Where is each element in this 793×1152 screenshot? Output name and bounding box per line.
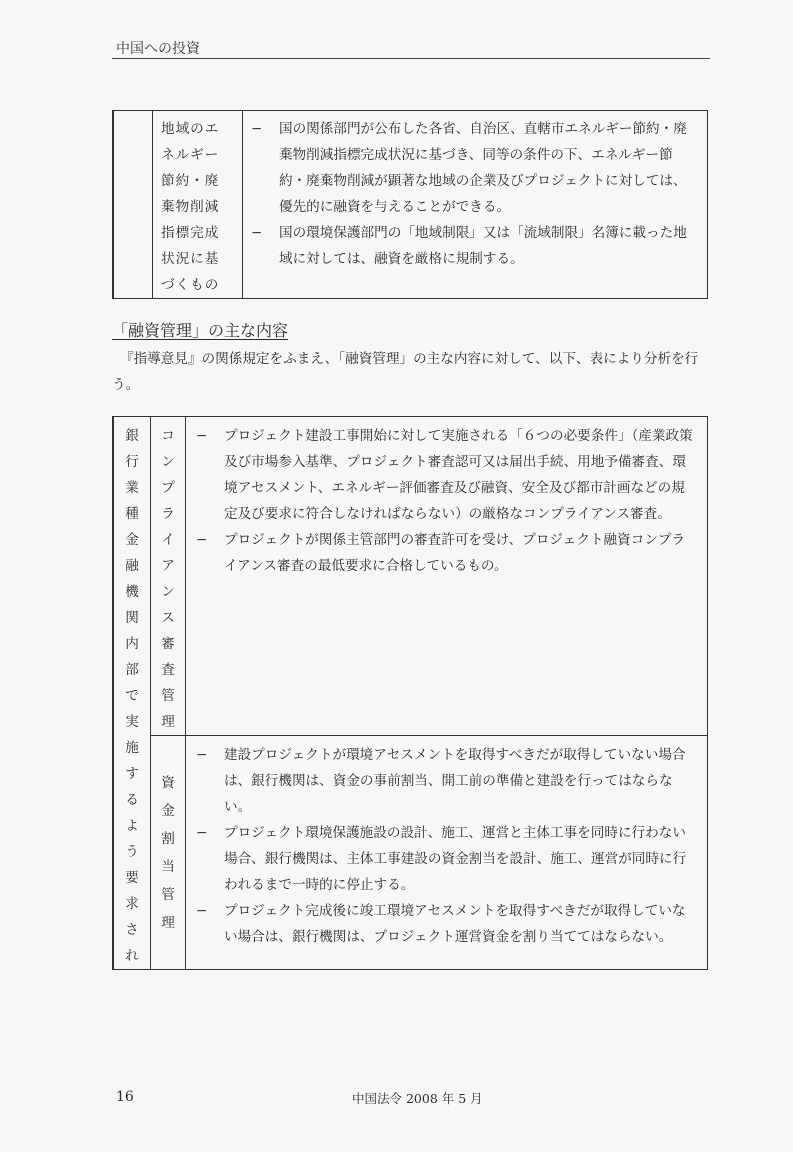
compliance-review-label-cell — [151, 417, 186, 736]
list-item — [196, 742, 697, 820]
region-description-cell — [243, 111, 708, 299]
item-text: プロジェクトが関係主管部門の審査許可を受け、プロジェクト融資コンプライアンス審査の最低要求に合格しているもの。 — [224, 532, 686, 574]
list-item — [196, 423, 697, 527]
section-heading: 「融資管理」の主な内容 — [112, 321, 289, 340]
label-char: 査 — [161, 662, 175, 678]
label-char: 部 — [125, 662, 139, 678]
label-char: 業 — [125, 480, 139, 496]
item-text: 建設プロジェクトが環境アセスメントを取得すべきだが取得していない場合は、銀行機関は、資金の事前割当、開工前の準備と建設を行ってはならない。 — [224, 747, 686, 815]
label-char: 行 — [125, 454, 139, 470]
vertical-label — [151, 423, 185, 735]
label-char: 実 — [125, 714, 139, 730]
compliance-review-content-cell — [186, 417, 708, 736]
list-item — [196, 527, 697, 579]
region-label-cell — [153, 111, 243, 299]
label-char: ン — [161, 584, 175, 600]
label-char: ラ — [161, 506, 175, 522]
fund-allocation-content-cell — [186, 736, 708, 970]
label-char: 資 — [161, 774, 175, 791]
region-line: 指標完成 — [161, 225, 220, 241]
label-char: 理 — [161, 714, 175, 730]
running-header: 中国への投資 — [116, 41, 200, 57]
label-char: 管 — [161, 688, 175, 704]
label-char: う — [125, 844, 139, 860]
label-char: す — [125, 766, 139, 782]
label-char: 施 — [125, 740, 139, 756]
page-number: 16 — [116, 1089, 134, 1105]
label-char: 求 — [125, 896, 139, 912]
label-char: 管 — [161, 886, 175, 903]
label-char: 種 — [125, 506, 139, 522]
region-line: 状況に基 — [161, 251, 220, 267]
label-char: よ — [125, 818, 139, 834]
list-item — [251, 220, 695, 272]
intro-paragraph: 『指導意見』の関係規定をふまえ、「融資管理」の主な内容に対して、以下、表により分析を行う。 — [112, 351, 699, 393]
bank-requirement-cell — [113, 417, 151, 970]
label-char: コ — [161, 428, 175, 444]
fund-allocation-label-cell — [151, 736, 186, 970]
label-char: 内 — [125, 636, 139, 652]
label-char: 当 — [161, 858, 175, 875]
label-char: イ — [161, 532, 175, 548]
dash-marker: − — [196, 532, 208, 548]
item-text: 国の関係部門が公布した各省、自治区、直轄市エネルギー節約・廃棄物削減指標完成状況に基づき、同等の条件の下、エネルギー節約・廃棄物削減が顕著な地域の企業及びプロジェクトに対しては、優先的に融資を与えることができる。 — [279, 121, 687, 215]
dash-marker: − — [196, 747, 208, 763]
label-char: プ — [161, 480, 175, 496]
dash-marker: − — [251, 225, 263, 241]
label-char: ア — [161, 558, 175, 574]
region-line: づくもの — [161, 277, 220, 293]
label-char: 審 — [161, 636, 175, 652]
label-char: 融 — [125, 558, 139, 574]
label-char: 銀 — [125, 428, 139, 444]
list-item — [251, 116, 695, 220]
label-char: ン — [161, 454, 175, 470]
item-text: プロジェクト完成後に竣工環境アセスメントを取得すべきだが取得していない場合は、銀行機関は、プロジェクト運営資金を割り当ててはならない。 — [224, 903, 686, 945]
region-line: 節約・廃 — [161, 173, 220, 189]
item-text: プロジェクト環境保護施設の設計、施工、運営と主体工事を同時に行わない場合、銀行機関は、主体工事建設の資金割当を設計、施工、運営が同時に行われるまで一時的に停止する。 — [224, 825, 687, 893]
dash-marker: − — [196, 428, 208, 444]
item-text: プロジェクト建設工事開始に対して実施される「６つの必要条件」（産業政策及び市場参入基準、プロジェクト審査認可又は届出手続、用地予備審査、環境アセスメント、エネルギー評価審査及び融資、安全及び都市計画などの規定及び要求に符合しなければならない）の厳格なコンプライアンス審査。 — [224, 428, 693, 522]
dash-marker: − — [196, 903, 208, 919]
item-text: 国の環境保護部門の「地域制限」又は「流域制限」名簿に載った地域に対しては、融資を厳格に規制する。 — [279, 225, 687, 267]
region-line: 地域のエ — [161, 121, 220, 137]
label-char: 理 — [161, 914, 175, 931]
category-mark-cell — [113, 111, 153, 299]
publication-footer: 中国法令 2008 年 5 月 — [352, 1091, 483, 1106]
region-line: 棄物削減 — [161, 199, 220, 215]
label-char: 割 — [161, 830, 175, 847]
header-rule — [112, 58, 710, 59]
label-char: ス — [161, 610, 175, 626]
label-char: れ — [125, 948, 139, 964]
label-char: さ — [125, 922, 139, 938]
label-char: で — [125, 688, 139, 704]
vertical-label — [151, 769, 185, 937]
dash-marker: − — [251, 121, 263, 137]
financing-management-table — [112, 416, 708, 970]
label-char: 関 — [125, 610, 139, 626]
dash-marker: − — [196, 825, 208, 841]
label-char: 金 — [161, 802, 175, 819]
list-item — [196, 820, 697, 898]
list-item — [196, 898, 697, 950]
label-char: 金 — [125, 532, 139, 548]
label-char: る — [125, 792, 139, 808]
region-criteria-table — [112, 110, 708, 299]
region-line: ネルギー — [161, 147, 220, 163]
label-char: 要 — [125, 870, 139, 886]
vertical-label — [114, 423, 150, 969]
label-char: 機 — [125, 584, 139, 600]
